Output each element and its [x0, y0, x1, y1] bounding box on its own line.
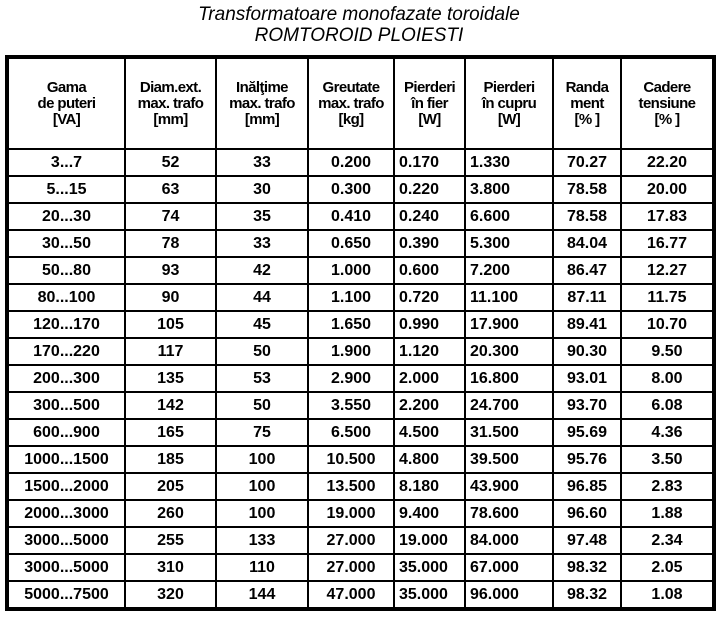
cell-height: 133: [216, 527, 308, 554]
cell-height: 100: [216, 473, 308, 500]
cell-weight: 1.650: [308, 311, 394, 338]
cell-outer-diameter: 142: [125, 392, 216, 419]
cell-outer-diameter: 105: [125, 311, 216, 338]
cell-height: 33: [216, 149, 308, 176]
cell-efficiency: 95.76: [553, 446, 621, 473]
cell-power-range: 20...30: [8, 203, 125, 230]
cell-weight: 0.410: [308, 203, 394, 230]
table-row: [8, 473, 713, 500]
cell-iron-losses: 2.000: [394, 365, 465, 392]
cell-efficiency: 96.85: [553, 473, 621, 500]
cell-iron-losses: 8.180: [394, 473, 465, 500]
cell-efficiency: 98.32: [553, 554, 621, 581]
cell-iron-losses: 0.220: [394, 176, 465, 203]
cell-copper-losses: 31.500: [465, 419, 553, 446]
cell-power-range: 1000...1500: [8, 446, 125, 473]
cell-weight: 2.900: [308, 365, 394, 392]
table-row: [8, 230, 713, 257]
cell-voltage-drop: 3.50: [621, 446, 713, 473]
cell-weight: 6.500: [308, 419, 394, 446]
table-row: [8, 419, 713, 446]
cell-iron-losses: 19.000: [394, 527, 465, 554]
cell-copper-losses: 24.700: [465, 392, 553, 419]
cell-copper-losses: 1.330: [465, 149, 553, 176]
cell-outer-diameter: 260: [125, 500, 216, 527]
title-line-2: ROMTOROID PLOIESTI: [254, 25, 464, 46]
table-row: [8, 338, 713, 365]
cell-weight: 0.650: [308, 230, 394, 257]
cell-weight: 19.000: [308, 500, 394, 527]
cell-height: 30: [216, 176, 308, 203]
cell-copper-losses: 5.300: [465, 230, 553, 257]
header-voltage-drop: [621, 58, 713, 149]
table-row: [8, 149, 713, 176]
cell-outer-diameter: 205: [125, 473, 216, 500]
cell-weight: 1.000: [308, 257, 394, 284]
header-text-line: [mm]: [244, 110, 280, 128]
title-line-1: Transformatoare monofazate toroidale: [198, 4, 520, 25]
table-row: [8, 446, 713, 473]
cell-power-range: 3...7: [8, 149, 125, 176]
cell-copper-losses: 6.600: [465, 203, 553, 230]
cell-power-range: 5000...7500: [8, 581, 125, 608]
cell-voltage-drop: 1.88: [621, 500, 713, 527]
cell-outer-diameter: 255: [125, 527, 216, 554]
cell-power-range: 80...100: [8, 284, 125, 311]
header-text-line: [kg]: [338, 110, 364, 128]
cell-iron-losses: 0.990: [394, 311, 465, 338]
cell-power-range: 120...170: [8, 311, 125, 338]
cell-copper-losses: 84.000: [465, 527, 553, 554]
cell-weight: 27.000: [308, 527, 394, 554]
cell-iron-losses: 1.120: [394, 338, 465, 365]
table-row: [8, 392, 713, 419]
cell-power-range: 1500...2000: [8, 473, 125, 500]
cell-height: 50: [216, 338, 308, 365]
cell-weight: 27.000: [308, 554, 394, 581]
cell-iron-losses: 35.000: [394, 581, 465, 608]
cell-height: 100: [216, 446, 308, 473]
cell-voltage-drop: 2.34: [621, 527, 713, 554]
header-text-line: Pierderi: [403, 78, 456, 96]
cell-iron-losses: 9.400: [394, 500, 465, 527]
cell-weight: 3.550: [308, 392, 394, 419]
cell-voltage-drop: 10.70: [621, 311, 713, 338]
cell-power-range: 600...900: [8, 419, 125, 446]
cell-copper-losses: 17.900: [465, 311, 553, 338]
cell-height: 42: [216, 257, 308, 284]
header-text-line: max. trafo: [137, 94, 204, 112]
header-text-line: în cupru: [481, 94, 537, 112]
cell-power-range: 3000...5000: [8, 527, 125, 554]
cell-outer-diameter: 90: [125, 284, 216, 311]
cell-voltage-drop: 4.36: [621, 419, 713, 446]
table-header-row: [8, 58, 713, 149]
cell-copper-losses: 43.900: [465, 473, 553, 500]
cell-efficiency: 90.30: [553, 338, 621, 365]
header-text-line: tensiune: [638, 94, 696, 112]
cell-height: 50: [216, 392, 308, 419]
cell-outer-diameter: 310: [125, 554, 216, 581]
header-iron-losses: [394, 58, 465, 149]
cell-voltage-drop: 8.00: [621, 365, 713, 392]
cell-height: 33: [216, 230, 308, 257]
cell-iron-losses: 2.200: [394, 392, 465, 419]
cell-efficiency: 95.69: [553, 419, 621, 446]
table-row: [8, 284, 713, 311]
header-text-line: ment: [570, 94, 604, 112]
cell-iron-losses: 0.720: [394, 284, 465, 311]
cell-efficiency: 86.47: [553, 257, 621, 284]
header-copper-losses: [465, 58, 553, 149]
header-text-line: [% ]: [654, 110, 680, 128]
header-text-line: Inălţime: [236, 78, 288, 96]
cell-copper-losses: 7.200: [465, 257, 553, 284]
transformer-table: [5, 55, 716, 611]
header-text-line: de puteri: [37, 94, 96, 112]
cell-efficiency: 70.27: [553, 149, 621, 176]
cell-copper-losses: 11.100: [465, 284, 553, 311]
cell-efficiency: 78.58: [553, 176, 621, 203]
cell-iron-losses: 0.170: [394, 149, 465, 176]
cell-voltage-drop: 6.08: [621, 392, 713, 419]
cell-power-range: 170...220: [8, 338, 125, 365]
table-row: [8, 554, 713, 581]
header-text-line: Cadere: [643, 78, 691, 96]
cell-copper-losses: 39.500: [465, 446, 553, 473]
header-text-line: max. trafo: [318, 94, 384, 112]
cell-weight: 0.200: [308, 149, 394, 176]
cell-outer-diameter: 135: [125, 365, 216, 392]
cell-outer-diameter: 165: [125, 419, 216, 446]
cell-outer-diameter: 78: [125, 230, 216, 257]
cell-outer-diameter: 52: [125, 149, 216, 176]
table-row: [8, 311, 713, 338]
cell-voltage-drop: 2.05: [621, 554, 713, 581]
cell-voltage-drop: 20.00: [621, 176, 713, 203]
cell-weight: 1.100: [308, 284, 394, 311]
table-row: [8, 365, 713, 392]
cell-copper-losses: 67.000: [465, 554, 553, 581]
cell-efficiency: 97.48: [553, 527, 621, 554]
table-row: [8, 203, 713, 230]
cell-voltage-drop: 22.20: [621, 149, 713, 176]
table-row: [8, 527, 713, 554]
cell-outer-diameter: 320: [125, 581, 216, 608]
cell-voltage-drop: 2.83: [621, 473, 713, 500]
cell-outer-diameter: 117: [125, 338, 216, 365]
cell-power-range: 2000...3000: [8, 500, 125, 527]
cell-outer-diameter: 185: [125, 446, 216, 473]
cell-copper-losses: 78.600: [465, 500, 553, 527]
cell-height: 44: [216, 284, 308, 311]
cell-height: 75: [216, 419, 308, 446]
cell-weight: 13.500: [308, 473, 394, 500]
cell-height: 53: [216, 365, 308, 392]
header-text-line: [W]: [497, 110, 521, 128]
table-body: [8, 149, 713, 608]
cell-weight: 47.000: [308, 581, 394, 608]
header-text-line: Gama: [46, 78, 87, 96]
cell-copper-losses: 96.000: [465, 581, 553, 608]
cell-iron-losses: 0.600: [394, 257, 465, 284]
table-row: [8, 176, 713, 203]
cell-iron-losses: 4.500: [394, 419, 465, 446]
cell-voltage-drop: 17.83: [621, 203, 713, 230]
header-power-range: [8, 58, 125, 149]
cell-efficiency: 96.60: [553, 500, 621, 527]
cell-voltage-drop: 11.75: [621, 284, 713, 311]
header-text-line: Randa: [565, 78, 609, 96]
document-title: [0, 0, 718, 46]
cell-iron-losses: 4.800: [394, 446, 465, 473]
cell-power-range: 300...500: [8, 392, 125, 419]
cell-height: 100: [216, 500, 308, 527]
header-text-line: [mm]: [153, 110, 188, 128]
cell-voltage-drop: 12.27: [621, 257, 713, 284]
header-text-line: Diam.ext.: [139, 78, 202, 96]
header-text-line: max. trafo: [229, 94, 295, 112]
cell-efficiency: 93.70: [553, 392, 621, 419]
header-weight: [308, 58, 394, 149]
header-efficiency: [553, 58, 621, 149]
cell-weight: 1.900: [308, 338, 394, 365]
header-text-line: în fier: [411, 94, 448, 112]
cell-power-range: 5...15: [8, 176, 125, 203]
cell-height: 45: [216, 311, 308, 338]
header-height: [216, 58, 308, 149]
cell-copper-losses: 20.300: [465, 338, 553, 365]
cell-efficiency: 93.01: [553, 365, 621, 392]
cell-iron-losses: 0.390: [394, 230, 465, 257]
cell-efficiency: 87.11: [553, 284, 621, 311]
table-row: [8, 581, 713, 608]
header-text-line: [VA]: [52, 110, 81, 128]
cell-power-range: 30...50: [8, 230, 125, 257]
cell-iron-losses: 0.240: [394, 203, 465, 230]
header-text-line: Greutate: [322, 78, 380, 96]
cell-weight: 10.500: [308, 446, 394, 473]
cell-height: 35: [216, 203, 308, 230]
cell-voltage-drop: 16.77: [621, 230, 713, 257]
header-text-line: [W]: [418, 110, 441, 128]
cell-efficiency: 89.41: [553, 311, 621, 338]
cell-voltage-drop: 1.08: [621, 581, 713, 608]
cell-power-range: 3000...5000: [8, 554, 125, 581]
cell-power-range: 200...300: [8, 365, 125, 392]
cell-copper-losses: 3.800: [465, 176, 553, 203]
cell-weight: 0.300: [308, 176, 394, 203]
cell-outer-diameter: 74: [125, 203, 216, 230]
header-text-line: [% ]: [574, 110, 600, 128]
header-outer-diameter: [125, 58, 216, 149]
cell-copper-losses: 16.800: [465, 365, 553, 392]
cell-height: 110: [216, 554, 308, 581]
cell-efficiency: 98.32: [553, 581, 621, 608]
cell-efficiency: 84.04: [553, 230, 621, 257]
cell-outer-diameter: 63: [125, 176, 216, 203]
cell-power-range: 50...80: [8, 257, 125, 284]
table-row: [8, 257, 713, 284]
cell-iron-losses: 35.000: [394, 554, 465, 581]
table-row: [8, 500, 713, 527]
cell-efficiency: 78.58: [553, 203, 621, 230]
cell-height: 144: [216, 581, 308, 608]
cell-voltage-drop: 9.50: [621, 338, 713, 365]
cell-outer-diameter: 93: [125, 257, 216, 284]
header-text-line: Pierderi: [483, 78, 535, 96]
